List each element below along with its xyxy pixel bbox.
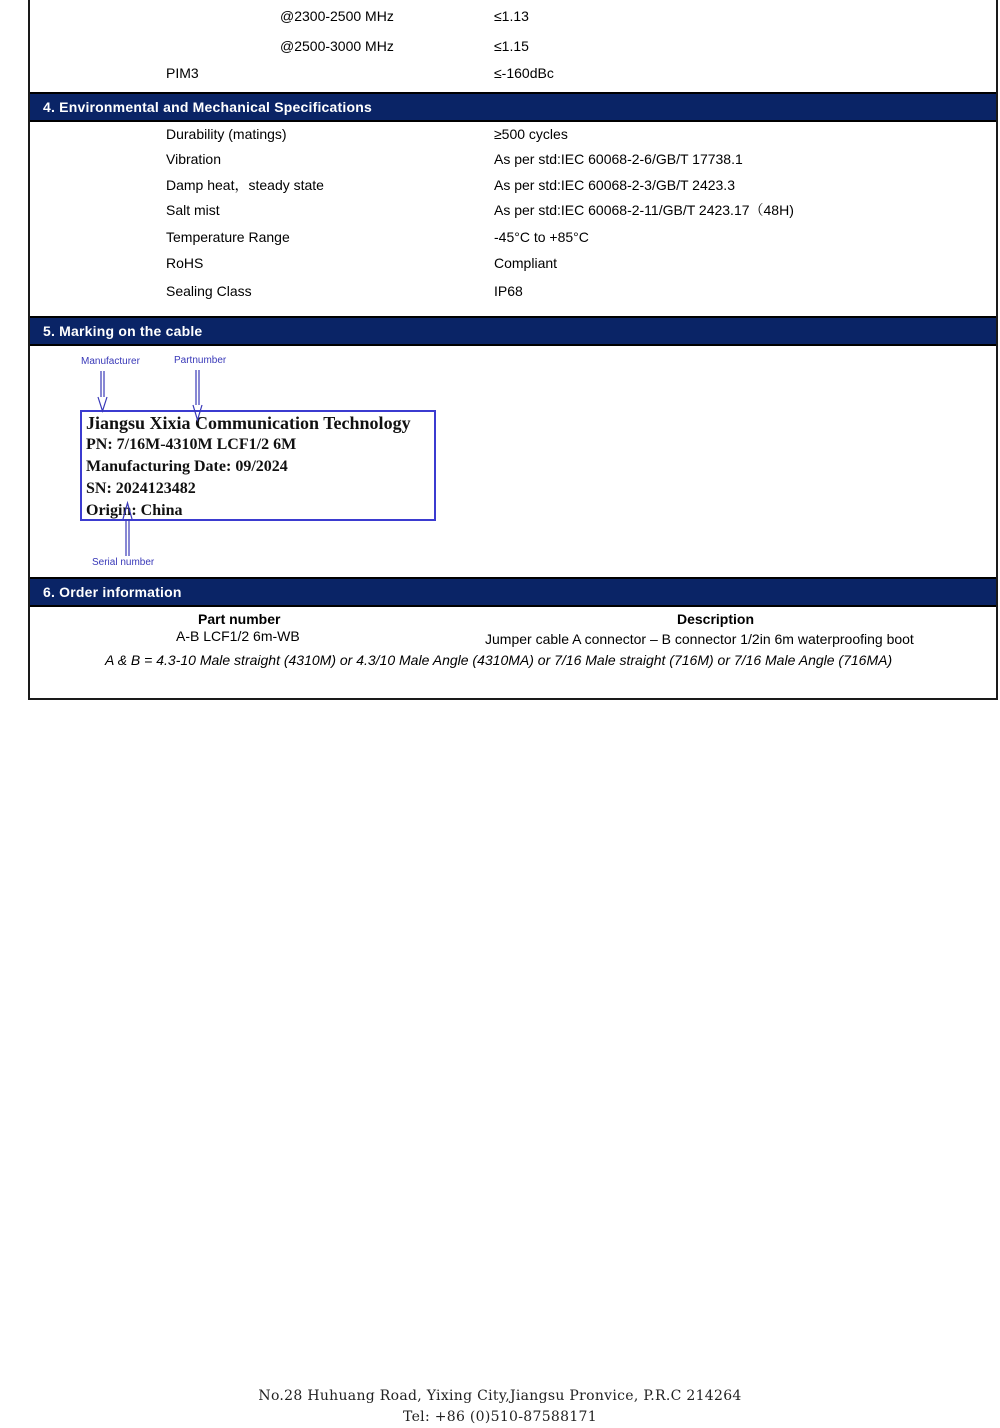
- spec-value: As per std:IEC 60068-2-3/GB/T 2423.3: [494, 177, 735, 193]
- marking-serial-line: SN: 2024123482: [86, 480, 196, 497]
- manufacturer-annotation: Manufacturer: [81, 356, 140, 367]
- spec-sheet: [28, 0, 998, 700]
- spec-value: As per std:IEC 60068-2-6/GB/T 17738.1: [494, 151, 743, 167]
- pim-label: PIM3: [166, 65, 199, 81]
- vswr-frequency: @2500-3000 MHz: [280, 38, 394, 54]
- spec-label: Vibration: [166, 151, 222, 167]
- serial-number-annotation: Serial number: [92, 557, 155, 568]
- section-5-header: 5. Marking on the cable: [30, 316, 996, 346]
- spec-value: Compliant: [494, 255, 558, 271]
- order-part-number-header: Part number: [198, 611, 281, 627]
- spec-label: RoHS: [166, 255, 204, 271]
- spec-value: -45°C to +85°C: [494, 229, 589, 245]
- section-4-header: 4. Environmental and Mechanical Specifications: [30, 92, 996, 122]
- spec-label: Salt mist: [166, 202, 220, 218]
- partnumber-annotation: Partnumber: [174, 355, 227, 366]
- marking-manufacturer-line: Jiangsu Xixia Communication Technology: [86, 413, 411, 433]
- section-6-header: 6. Order information: [30, 577, 996, 607]
- marking-partnumber-line: PN: 7/16M-4310M LCF1/2 6M: [86, 436, 297, 453]
- pim-value: ≤-160dBc: [494, 65, 554, 81]
- spec-value: ≥500 cycles: [494, 126, 568, 142]
- order-description: Jumper cable A connector – B connector 1/2in 6m waterproofing boot: [485, 631, 914, 647]
- footer-telephone: Tel: +86 (0)510-87588171: [403, 1409, 597, 1425]
- spec-value: IP68: [494, 283, 523, 299]
- order-description-header: Description: [677, 611, 755, 627]
- vswr-value: ≤1.13: [494, 8, 529, 24]
- order-connector-note: A & B = 4.3-10 Male straight (4310M) or 4.3/10 Male Angle (4310MA) or 7/16 Male straight (716M) or 7/16 Male Angle (716MA): [105, 652, 893, 668]
- cable-marking-label: [80, 410, 436, 521]
- spec-value: As per std:IEC 60068-2-11/GB/T 2423.17（48H): [494, 202, 794, 218]
- vswr-value: ≤1.15: [494, 38, 529, 54]
- marking-origin-line: Origin: China: [86, 502, 183, 519]
- spec-label: Damp heat，steady state: [166, 177, 324, 193]
- manufacturer-arrow-icon: [98, 371, 107, 411]
- footer-address: No.28 Huhuang Road, Yixing City,Jiangsu Pronvice, P.R.C 214264: [258, 1388, 742, 1404]
- spec-label: Sealing Class: [166, 283, 252, 299]
- vswr-frequency: @2300-2500 MHz: [280, 8, 394, 24]
- order-part-number: A-B LCF1/2 6m-WB: [176, 628, 300, 644]
- spec-label: Temperature Range: [166, 229, 290, 245]
- marking-date-line: Manufacturing Date: 09/2024: [86, 458, 288, 475]
- spec-label: Durability (matings): [166, 126, 287, 142]
